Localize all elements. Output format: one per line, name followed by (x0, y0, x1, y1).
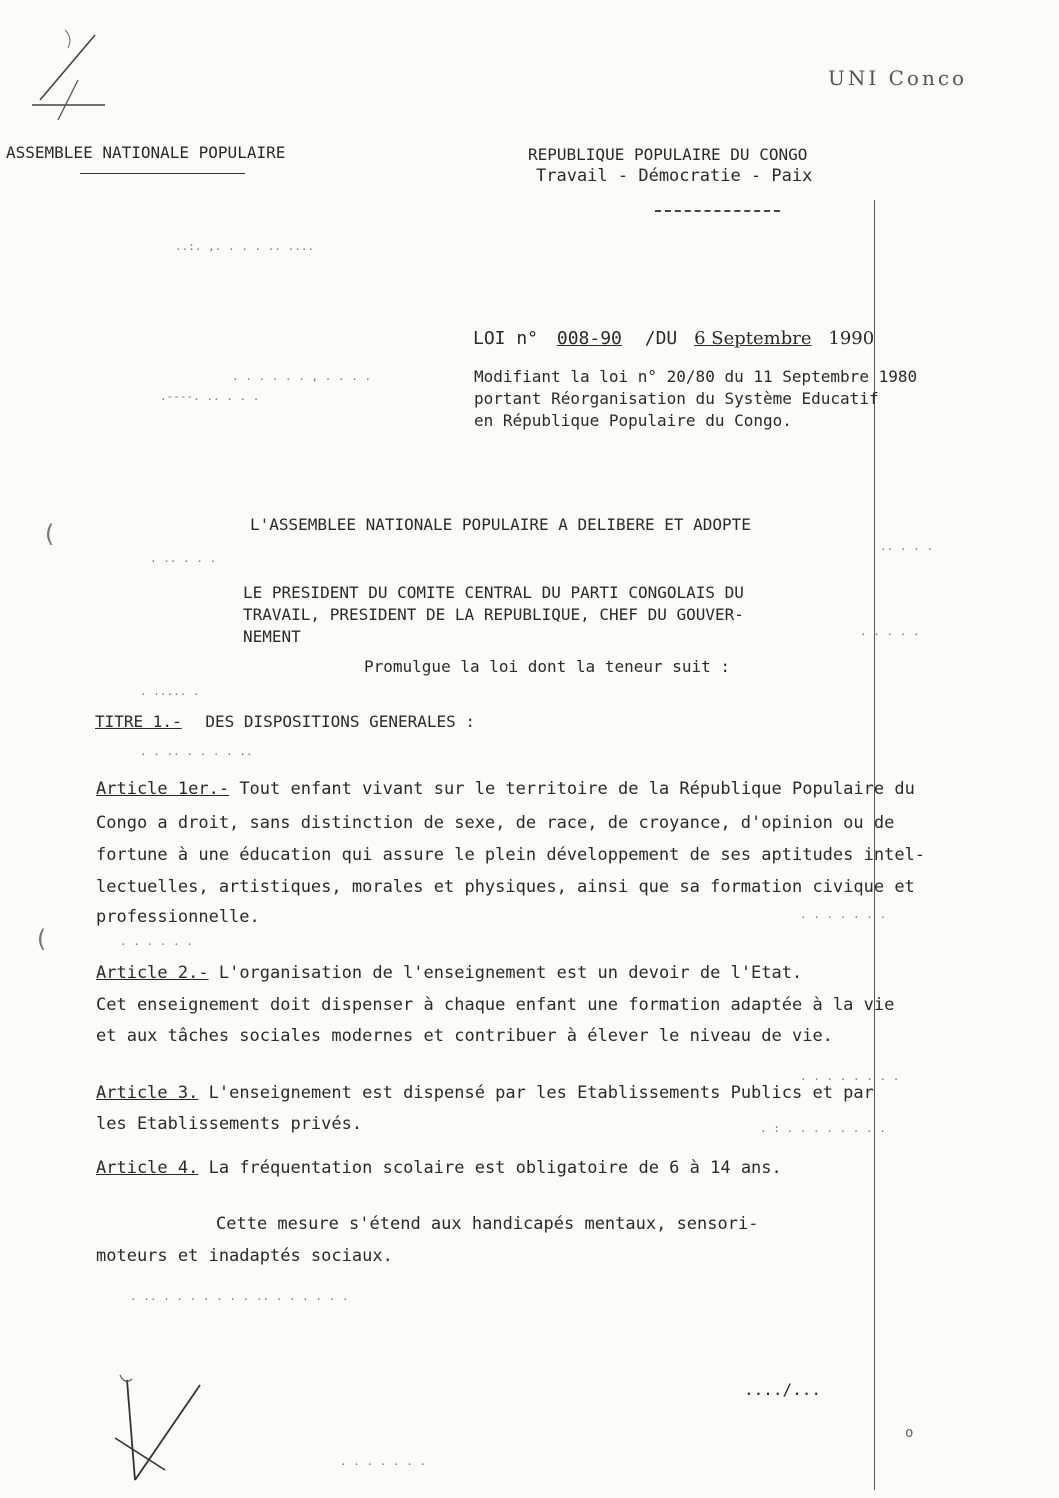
title-1-heading (95, 712, 475, 731)
law-subject-line: portant Réorganisation du Système Educatif (474, 389, 879, 408)
title-1-text: DES DISPOSITIONS GENERALES : (205, 712, 476, 731)
article-1-line: lectuelles, artistiques, morales et physiques, ainsi que sa formation civique et (96, 877, 915, 897)
law-prefix: LOI n° (473, 328, 539, 349)
article-2-label: Article 2.- (96, 963, 209, 983)
speck: . . .. . . . . .. (140, 745, 253, 758)
republic-motto: Travail - Démocratie - Paix (536, 166, 813, 186)
law-date-prefix: /DU (644, 328, 678, 349)
speck: ..:. ,. . . . .. .... (175, 240, 315, 253)
article-3-line: les Etablissements privés. (96, 1114, 363, 1134)
adoption-statement: L'ASSEMBLEE NATIONALE POPULAIRE A DELIBERE ET ADOPTE (250, 515, 751, 534)
article-1-text: Tout enfant vivant sur le territoire de la République Populaire du (239, 779, 915, 799)
law-year: 1990 (828, 328, 875, 349)
article-4-label: Article 4. (96, 1158, 199, 1178)
speck: .. . . . (880, 540, 933, 553)
speck: . : . . . . . . . . (760, 1122, 886, 1135)
article-4-line: Cette mesure s'étend aux handicapés mentaux, sensori- (216, 1214, 759, 1234)
article-1-label: Article 1er.- (96, 779, 230, 799)
speck: . . . . . . (120, 935, 193, 948)
left-institution: ASSEMBLEE NATIONALE POPULAIRE (6, 143, 286, 162)
left-institution-rule (80, 173, 245, 174)
speck: . . . . . . . (340, 1455, 427, 1468)
law-subject-line: Modifiant la loi n° 20/80 du 11 Septembre 1980 (474, 367, 918, 386)
speck: . ..... . (140, 685, 200, 698)
president-line: NEMENT (243, 627, 301, 646)
article-2-line: Cet enseignement doit dispenser à chaque enfant une formation adaptée à la vie (96, 995, 895, 1015)
article-3-first-line (96, 1083, 874, 1103)
law-number-line (473, 328, 874, 349)
republic-name: REPUBLIQUE POPULAIRE DU CONGO (528, 145, 808, 164)
article-2-first-line (96, 963, 802, 983)
article-1-first-line (96, 779, 915, 799)
article-1-line: professionnelle. (96, 907, 260, 927)
speck: . . . . . (860, 625, 920, 638)
law-date: 6 Septembre (694, 328, 812, 349)
article-4-text: La fréquentation scolaire est obligatoire de 6 à 14 ans. (208, 1158, 782, 1178)
speck: . .. . . . . . . . .. . . . . . . (130, 1290, 349, 1303)
law-subject-line: en République Populaire du Congo. (474, 411, 792, 430)
handwritten-initials (105, 1360, 225, 1490)
speck: . . . . . . . . (800, 1070, 900, 1083)
article-3-label: Article 3. (96, 1083, 199, 1103)
article-1-line: Congo a droit, sans distinction de sexe, de race, de croyance, d'opinion ou de (96, 813, 895, 833)
handwritten-mark-top-left (20, 20, 110, 130)
article-4-line: moteurs et inadaptés sociaux. (96, 1246, 393, 1266)
article-1-line: fortune à une éducation qui assure le plein développement de ses aptitudes intel- (96, 845, 926, 865)
speck: . .. . . . (150, 552, 217, 565)
speck: .----. .. . . . (160, 390, 260, 403)
punch-hole-mark: ( (42, 520, 57, 548)
article-4-first-line (96, 1158, 782, 1178)
law-number: 008-90 (556, 328, 622, 349)
article-2-text: L'organisation de l'enseignement est un devoir de l'Etat. (218, 963, 803, 983)
law-subject (474, 366, 917, 432)
punch-hole-mark: ( (34, 925, 49, 953)
title-1-label: TITRE 1.- (95, 712, 182, 731)
promulgation-statement: Promulgue la loi dont la teneur suit : (364, 657, 731, 676)
article-2-line: et aux tâches sociales modernes et contribuer à élever le niveau de vie. (96, 1026, 833, 1046)
continuation-marker: ..../... (744, 1380, 822, 1399)
right-margin-mark: o (905, 1425, 914, 1441)
speck: . . . . . . . (800, 908, 887, 921)
article-3-text: L'enseignement est dispensé par les Etablissements Publics et par (208, 1083, 874, 1103)
president-line: LE PRESIDENT DU COMITE CENTRAL DU PARTI CONGOLAIS DU (243, 583, 744, 602)
speck: . . . . . . , . . . . (232, 370, 372, 383)
president-line: TRAVAIL, PRESIDENT DE LA REPUBLIQUE, CHEF DU GOUVER- (243, 605, 744, 624)
top-right-stamp: UNI Conco (828, 66, 968, 90)
president-block (243, 582, 744, 648)
motto-dashed-rule (655, 210, 780, 212)
